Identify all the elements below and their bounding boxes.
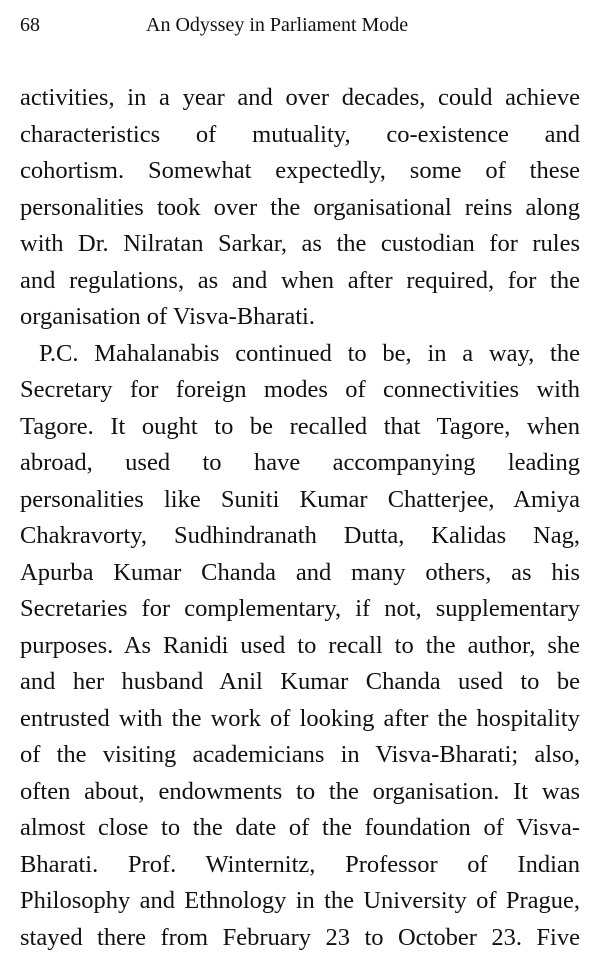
text-line: of the visiting academicians in Visva-Bharati; also, [20,741,580,768]
text-line: abroad, used to have accompanying leading [20,449,580,476]
text-line: organisation of Visva-Bharati. [20,303,315,330]
text-line: Tagore. It ought to be recalled that Tagore, when [20,412,580,440]
text-line: Philosophy and Ethnology in the University of Prague, [20,887,580,914]
page-number: 68 [20,14,40,36]
body-text [20,80,580,956]
text-line: almost close to the date of the foundation of Visva- [20,814,580,841]
text-line: personalities took over the organisational reins along [20,193,580,221]
text-line: cohortism. Somewhat expectedly, some of these [20,157,580,184]
text-line: entrusted with the work of looking after the hospitality [20,704,580,732]
text-line: often about, endowments to the organisation. It was [20,777,580,805]
text-line: and regulations, as and when after required, for the [20,266,580,294]
page-header [20,14,580,44]
text-line: stayed there from February 23 to October 23. Five [20,923,580,951]
text-line: personalities like Suniti Kumar Chatterjee, Amiya [20,485,580,513]
text-line: and her husband Anil Kumar Chanda used to be [20,668,580,695]
text-line: activities, in a year and over decades, could achieve [20,84,580,111]
text-line: Apurba Kumar Chanda and many others, as his [20,558,580,586]
text-line: Chakravorty, Sudhindranath Dutta, Kalidas Nag, [20,522,580,549]
text-line: with Dr. Nilratan Sarkar, as the custodian for rules [20,230,580,257]
text-line: purposes. As Ranidi used to recall to the author, she [20,631,580,659]
text-line: P.C. Mahalanabis continued to be, in a way, the [39,339,580,367]
running-title: An Odyssey in Parliament Mode [146,14,409,36]
text-line: Secretaries for complementary, if not, supplementary [20,595,580,622]
text-line: characteristics of mutuality, co-existence and [20,120,580,148]
text-line: Secretary for foreign modes of connectivities with [20,376,580,403]
text-line: Bharati. Prof. Winternitz, Professor of Indian [20,850,580,878]
